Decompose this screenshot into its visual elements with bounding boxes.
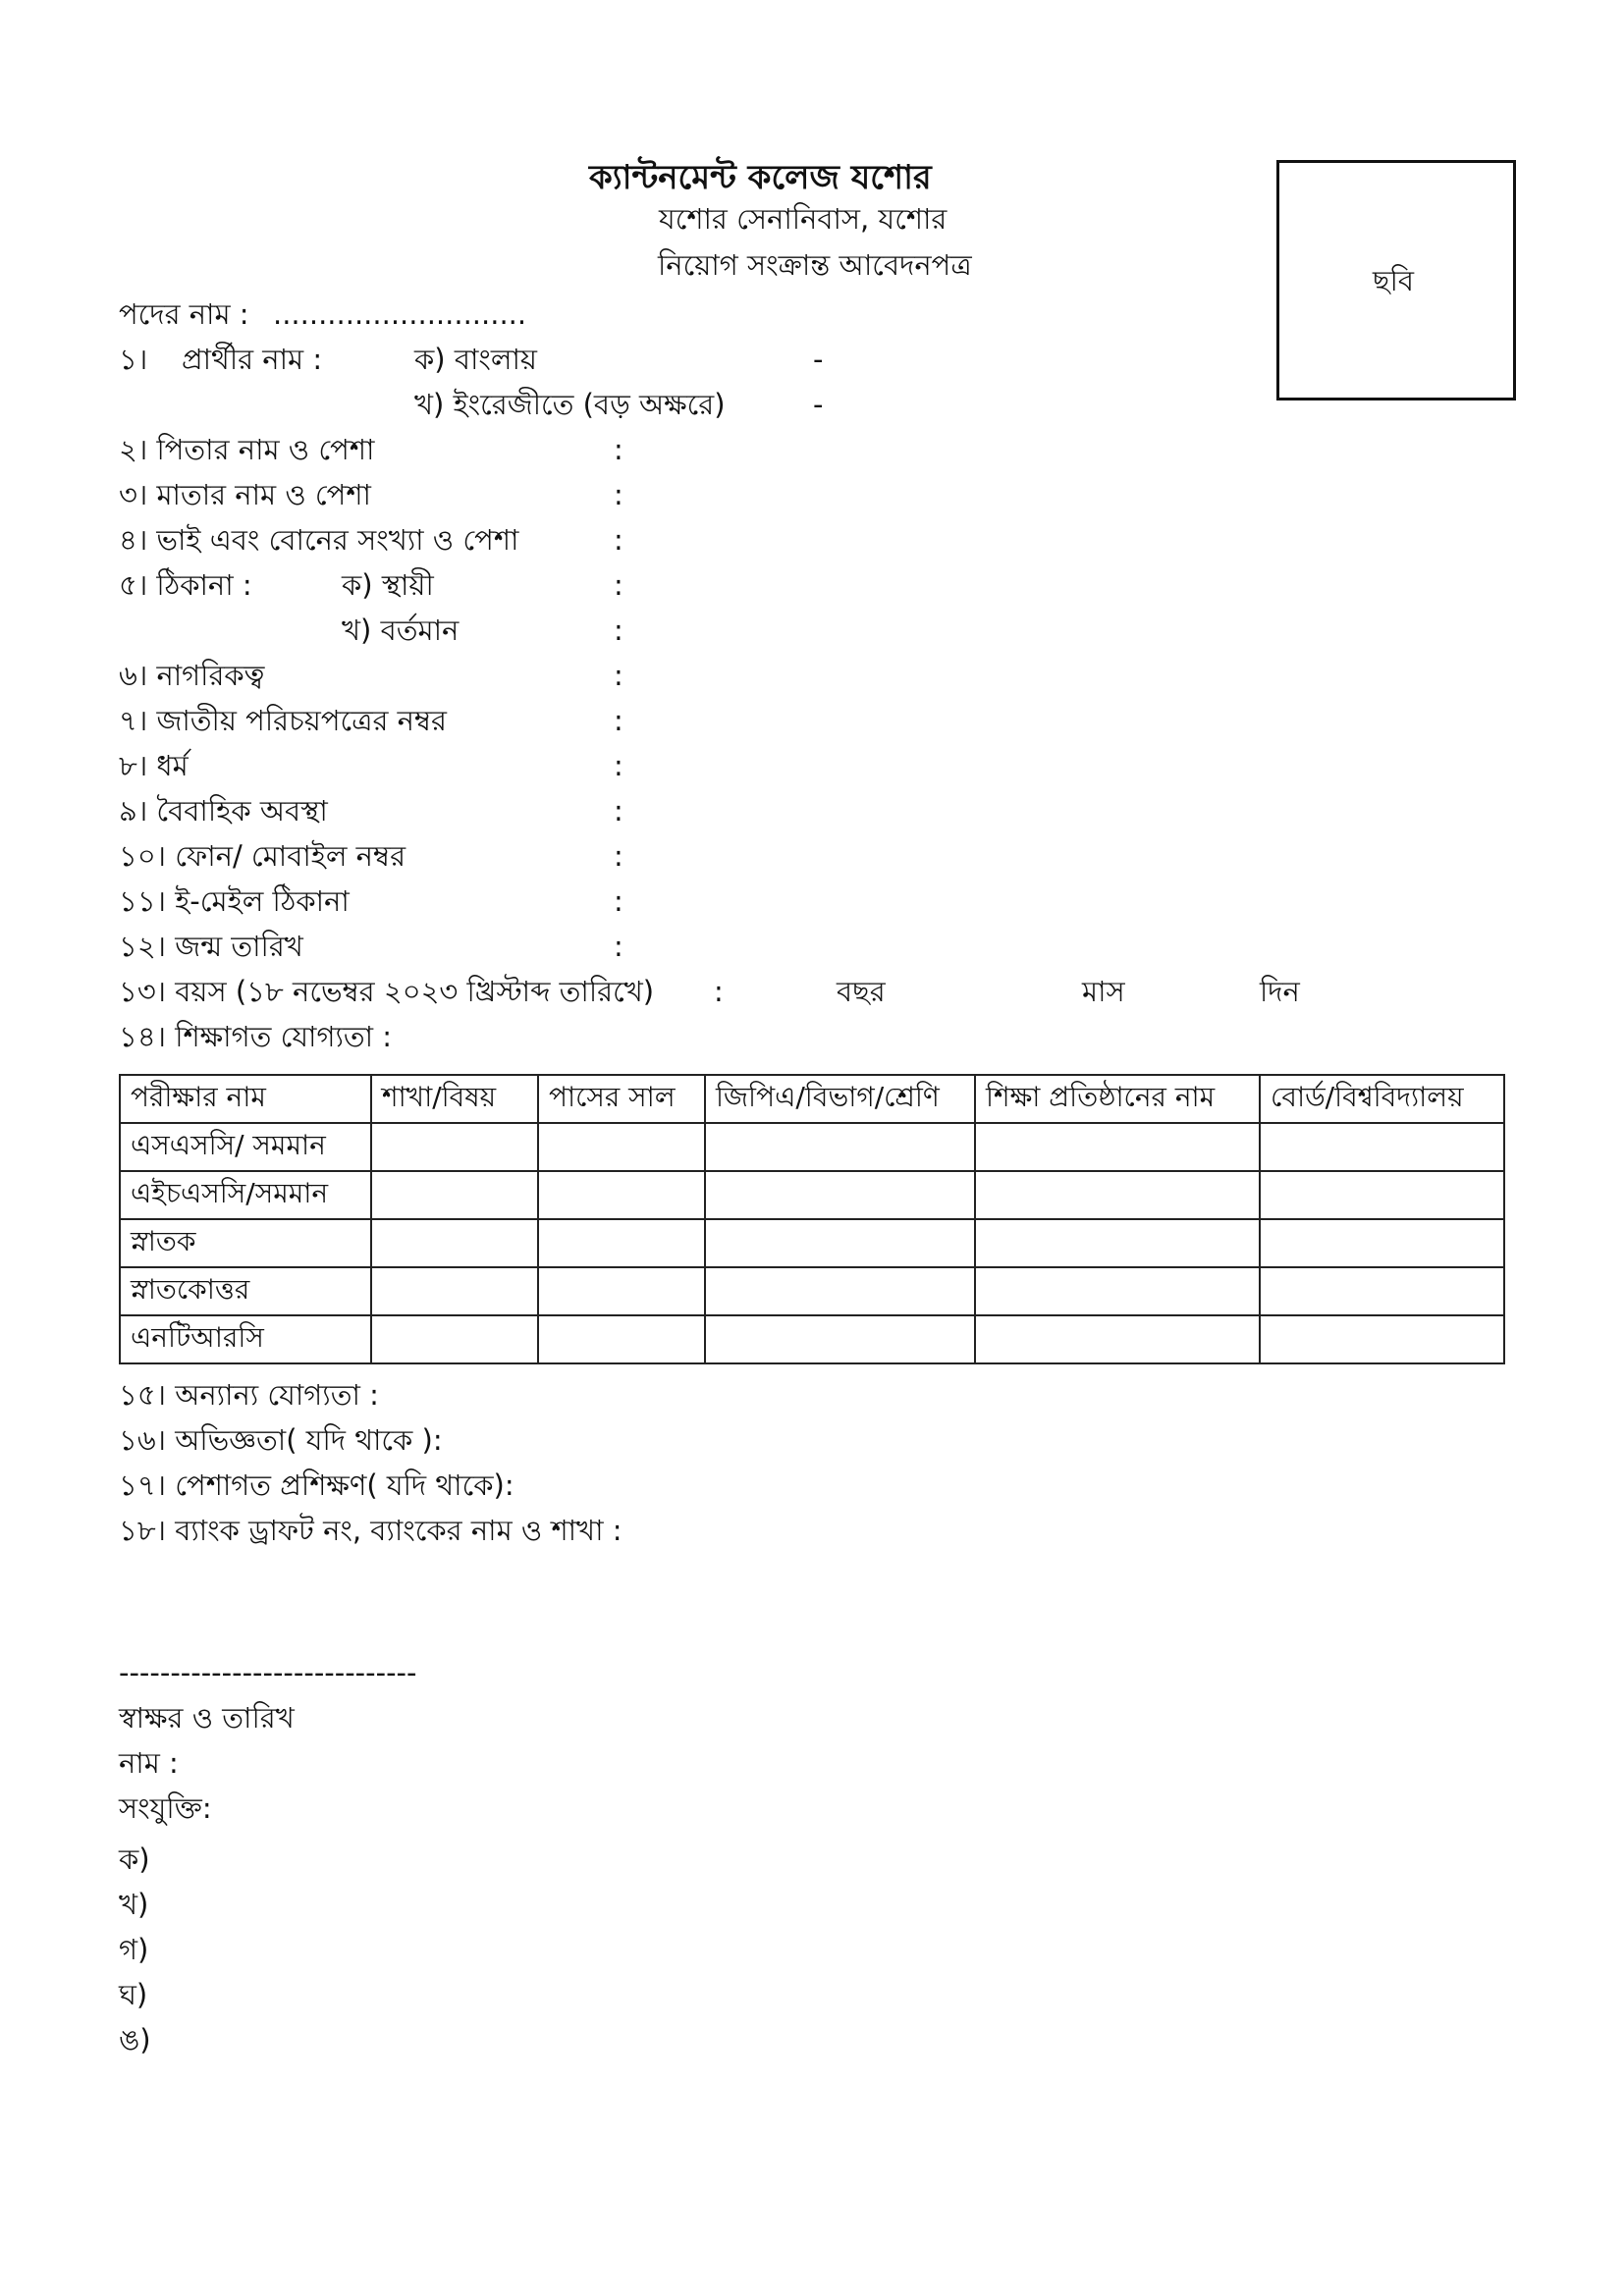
institution-name: ক্যান্টনমেন্ট কলেজ যশোর <box>589 158 932 197</box>
table-cell[interactable] <box>538 1315 705 1363</box>
field-12-dob: ১২। জন্ম তারিখ <box>119 930 303 963</box>
table-cell[interactable] <box>538 1219 705 1267</box>
field-3-colon: : <box>614 478 623 511</box>
table-cell[interactable] <box>538 1267 705 1315</box>
signature-line[interactable]: ----------------------------- <box>119 1656 417 1689</box>
table-cell[interactable] <box>1260 1315 1504 1363</box>
field-13-month: মাস <box>1082 975 1125 1008</box>
exam-name-cell: এইচএসসি/সমমান <box>120 1171 371 1219</box>
table-row <box>120 1315 1504 1363</box>
field-5-present-colon: : <box>614 614 623 647</box>
field-7-nid: ৭। জাতীয় পরিচয়পত্রের নম্বর <box>119 704 447 737</box>
form-title: নিয়োগ সংক্রান্ত আবেদনপত্র <box>658 248 972 282</box>
field-1-english-label: খ) ইংরেজীতে (বড় অক্ষরে) <box>414 388 726 421</box>
field-5-address: ৫। ঠিকানা : <box>119 568 252 602</box>
attachment-item: ঘ) <box>119 1978 148 2011</box>
post-name-dots[interactable]: ............................ <box>273 297 527 331</box>
field-12-colon: : <box>614 930 623 963</box>
table-header: জিপিএ/বিভাগ/শ্রেণি <box>705 1075 975 1123</box>
exam-name-cell: এনটিআরসি <box>120 1315 371 1363</box>
table-header: শাখা/বিষয় <box>371 1075 538 1123</box>
institution-address: যশোর সেনানিবাস, যশোর <box>659 202 947 236</box>
education-table <box>119 1074 1505 1364</box>
field-2-colon: : <box>614 433 623 466</box>
table-header: বোর্ড/বিশ্ববিদ্যালয় <box>1260 1075 1504 1123</box>
table-cell[interactable] <box>705 1315 975 1363</box>
field-3-mother: ৩। মাতার নাম ও পেশা <box>119 478 371 511</box>
photo-box[interactable] <box>1276 160 1516 400</box>
table-cell[interactable] <box>705 1267 975 1315</box>
table-cell[interactable] <box>1260 1123 1504 1171</box>
field-7-colon: : <box>614 704 623 737</box>
attachment-item: খ) <box>119 1888 149 1921</box>
attachment-item: ক) <box>119 1842 150 1876</box>
photo-label: ছবি <box>1373 264 1415 297</box>
field-13-age: ১৩। বয়স (১৮ নভেম্বর ২০২৩ খ্রিস্টাব্দ তারিখে) <box>119 975 655 1008</box>
field-1-english-dash: - <box>813 388 824 421</box>
field-5-permanent-colon: : <box>614 568 623 602</box>
field-8-colon: : <box>614 749 623 782</box>
table-cell[interactable] <box>705 1219 975 1267</box>
field-1-number: ১। <box>119 343 148 376</box>
table-cell[interactable] <box>538 1171 705 1219</box>
field-13-colon: : <box>714 975 724 1008</box>
table-cell[interactable] <box>371 1123 538 1171</box>
field-1-label: প্রার্থীর নাম : <box>182 343 323 376</box>
attachment-item: ঙ) <box>119 2023 151 2056</box>
table-header: পরীক্ষার নাম <box>120 1075 371 1123</box>
field-17-training: ১৭। পেশাগত প্রশিক্ষণ( যদি থাকে): <box>119 1468 514 1502</box>
field-5-permanent-label: ক) স্থায়ী <box>342 568 434 602</box>
table-cell[interactable] <box>975 1315 1260 1363</box>
field-9-marital: ৯। বৈবাহিক অবস্থা <box>119 794 328 828</box>
field-18-bank-draft: ১৮। ব্যাংক ড্রাফট নং, ব্যাংকের নাম ও শাখা : <box>119 1514 623 1547</box>
table-cell[interactable] <box>1260 1219 1504 1267</box>
table-header: শিক্ষা প্রতিষ্ঠানের নাম <box>975 1075 1260 1123</box>
table-cell[interactable] <box>975 1267 1260 1315</box>
table-cell[interactable] <box>1260 1171 1504 1219</box>
field-8-religion: ৮। ধর্ম <box>119 749 189 782</box>
field-11-colon: : <box>614 884 623 918</box>
field-13-year: বছর <box>837 975 886 1008</box>
table-row <box>120 1219 1504 1267</box>
field-1-bangla-dash: - <box>813 343 824 376</box>
field-10-colon: : <box>614 839 623 873</box>
field-13-day: দিন <box>1260 975 1300 1008</box>
table-cell[interactable] <box>371 1219 538 1267</box>
table-row <box>120 1123 1504 1171</box>
table-header: পাসের সাল <box>538 1075 705 1123</box>
table-cell[interactable] <box>975 1123 1260 1171</box>
field-11-email: ১১। ই-মেইল ঠিকানা <box>119 884 350 918</box>
table-cell[interactable] <box>538 1123 705 1171</box>
field-15-other-qualification: ১৫। অন্যান্য যোগ্যতা : <box>119 1378 379 1412</box>
attachments-label: সংযুক্তি: <box>119 1791 212 1825</box>
table-cell[interactable] <box>1260 1267 1504 1315</box>
table-cell[interactable] <box>975 1219 1260 1267</box>
table-header-row <box>120 1075 1504 1123</box>
table-cell[interactable] <box>705 1123 975 1171</box>
table-cell[interactable] <box>371 1171 538 1219</box>
attachment-item: গ) <box>119 1933 149 1966</box>
field-10-phone: ১০। ফোন/ মোবাইল নম্বর <box>119 839 406 873</box>
field-1-bangla-label: ক) বাংলায় <box>414 343 537 376</box>
table-cell[interactable] <box>705 1171 975 1219</box>
table-row <box>120 1171 1504 1219</box>
field-16-experience: ১৬। অভিজ্ঞতা( যদি থাকে ): <box>119 1423 443 1457</box>
table-row <box>120 1267 1504 1315</box>
signature-date-label: স্বাক্ষর ও তারিখ <box>119 1701 295 1735</box>
field-4-colon: : <box>614 523 623 557</box>
signature-name-label: নাম : <box>119 1746 179 1780</box>
field-9-colon: : <box>614 794 623 828</box>
post-name-label: পদের নাম : <box>119 297 249 331</box>
field-6-colon: : <box>614 659 623 692</box>
exam-name-cell: এসএসসি/ সমমান <box>120 1123 371 1171</box>
field-4-siblings: ৪। ভাই এবং বোনের সংখ্যা ও পেশা <box>119 523 519 557</box>
table-cell[interactable] <box>371 1267 538 1315</box>
field-5-present-label: খ) বর্তমান <box>342 614 460 647</box>
field-14-education: ১৪। শিক্ষাগত যোগ্যতা : <box>119 1020 393 1053</box>
table-cell[interactable] <box>371 1315 538 1363</box>
exam-name-cell: স্নাতকোত্তর <box>120 1267 371 1315</box>
table-cell[interactable] <box>975 1171 1260 1219</box>
field-6-citizenship: ৬। নাগরিকত্ব <box>119 659 265 692</box>
exam-name-cell: স্নাতক <box>120 1219 371 1267</box>
field-2-father: ২। পিতার নাম ও পেশা <box>119 433 375 466</box>
